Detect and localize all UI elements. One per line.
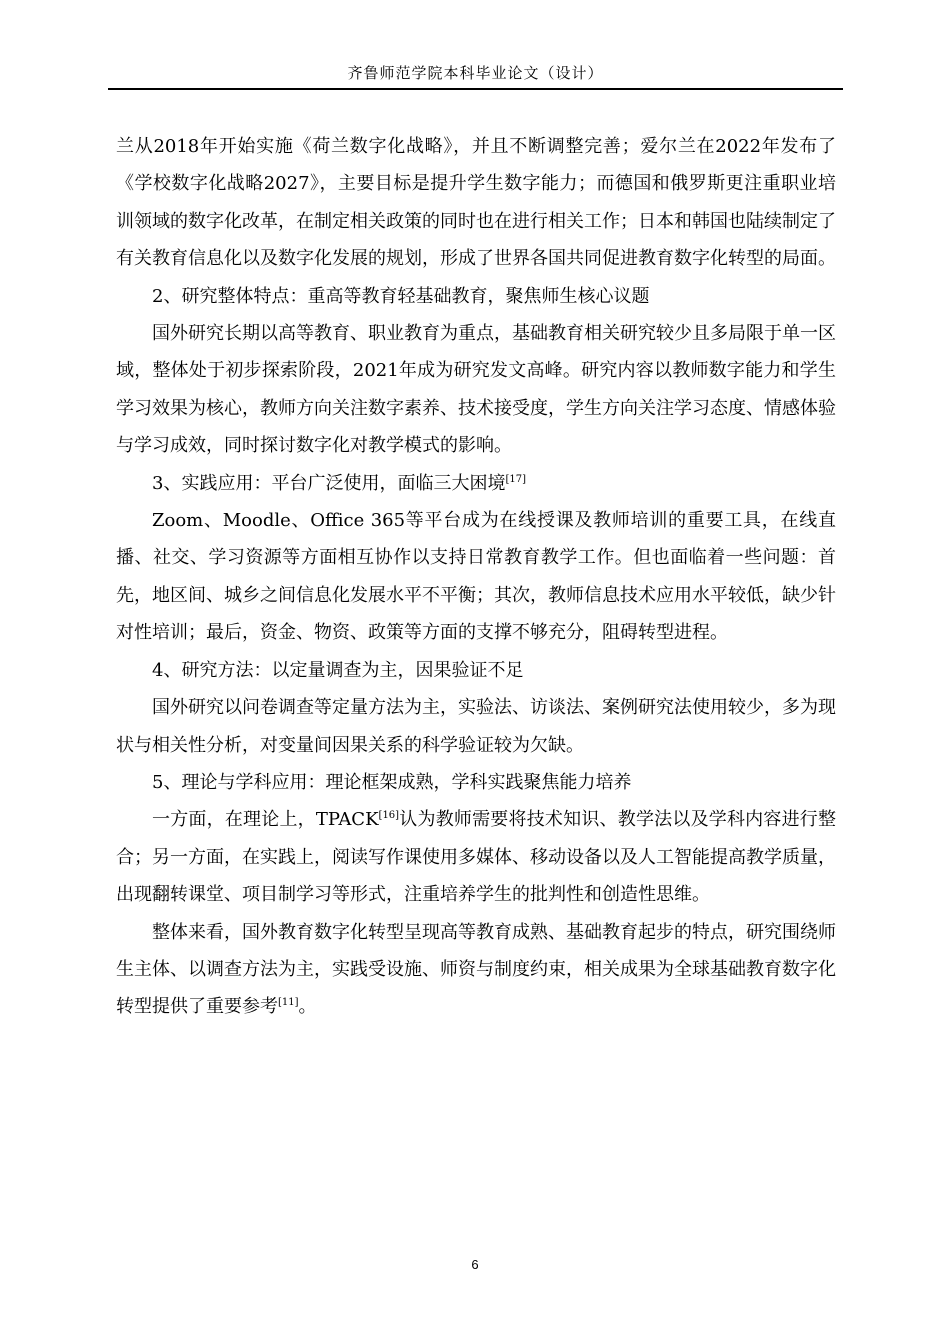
paragraph-methods: 国外研究以问卷调查等定量方法为主，实验法、访谈法、案例研究法使用较少，多为现状与相关性分析，对变量间因果关系的科学验证较为欠缺。 (116, 697, 836, 756)
citation-ref-16[interactable]: [16] (378, 810, 400, 822)
paragraph-practice: Zoom、Moodle、Office 365等平台成为在线授课及教师培训的重要工具，在线直播、社交、学习资源等方面相互协作以支持日常教育教学工作。但也面临着一些问题：首先，地区间、城乡之间信息化发展水平不平衡；其次，教师信息技术应用水平较低，缺少针对性培训；最后，资金、物资、政策等方面的支撑不够充分，阻碍转型进程。 (116, 510, 836, 644)
citation-ref-11[interactable]: [11] (278, 997, 299, 1009)
section-heading-2: 2、研究整体特点：重高等教育轻基础教育，聚焦师生核心议题 (152, 285, 650, 307)
section-heading-3-text: 3、实践应用：平台广泛使用，面临三大困境 (152, 472, 506, 494)
document-body (116, 128, 836, 1026)
paragraph-summary-end: 。 (298, 996, 317, 1018)
section-heading-5: 5、理论与学科应用：理论框架成熟，学科实践聚焦能力培养 (152, 771, 632, 793)
paragraph-summary (116, 914, 836, 1026)
page-header: 齐鲁师范学院本科毕业论文（设计） (347, 64, 604, 82)
section-heading-3 (116, 465, 836, 502)
citation-ref-17[interactable]: [17] (505, 473, 526, 485)
paragraph-theory-end: 认为教师需要将技术知识、教学法以及学科内容进行整合；另一方面，在实践上，阅读写作课使用多媒体、移动设备以及人工智能提高教学质量，出现翻转课堂、项目制学习等形式，注重培养学生的批判性和创造性思维。 (116, 809, 837, 906)
section-heading-4: 4、研究方法：以定量调查为主，因果验证不足 (152, 659, 524, 681)
header-divider (108, 88, 843, 90)
paragraph-continuation: 兰从2018年开始实施《荷兰数字化战略》，并且不断调整完善；爱尔兰在2022年发布了《学校数字化战略2027》，主要目标是提升学生数字能力；而德国和俄罗斯更注重职业培训领域的数字化改革，在制定相关政策的同时也在进行相关工作；日本和韩国也陆续制定了有关教育信息化以及数字化发展的规划，形成了世界各国共同促进教育数字化转型的局面。 (116, 136, 836, 270)
paragraph-theory-start: 一方面，在理论上，TPACK (152, 809, 379, 831)
paragraph-theory (116, 801, 836, 913)
paragraph-summary-start: 整体来看，国外教育数字化转型呈现高等教育成熟、基础教育起步的特点，研究围绕师生主体、以调查方法为主，实践受设施、师资与制度约束，相关成果为全球基础教育数字化转型提供了重要参考 (116, 921, 836, 1018)
paragraph-research-features: 国外研究长期以高等教育、职业教育为重点，基础教育相关研究较少且多局限于单一区域，整体处于初步探索阶段，2021年成为研究发文高峰。研究内容以教师数字能力和学生学习效果为核心，教师方向关注数字素养、技术接受度，学生方向关注学习态度、情感体验与学习成效，同时探讨数字化对教学模式的影响。 (116, 323, 836, 457)
page-number: 6 (471, 1257, 479, 1272)
